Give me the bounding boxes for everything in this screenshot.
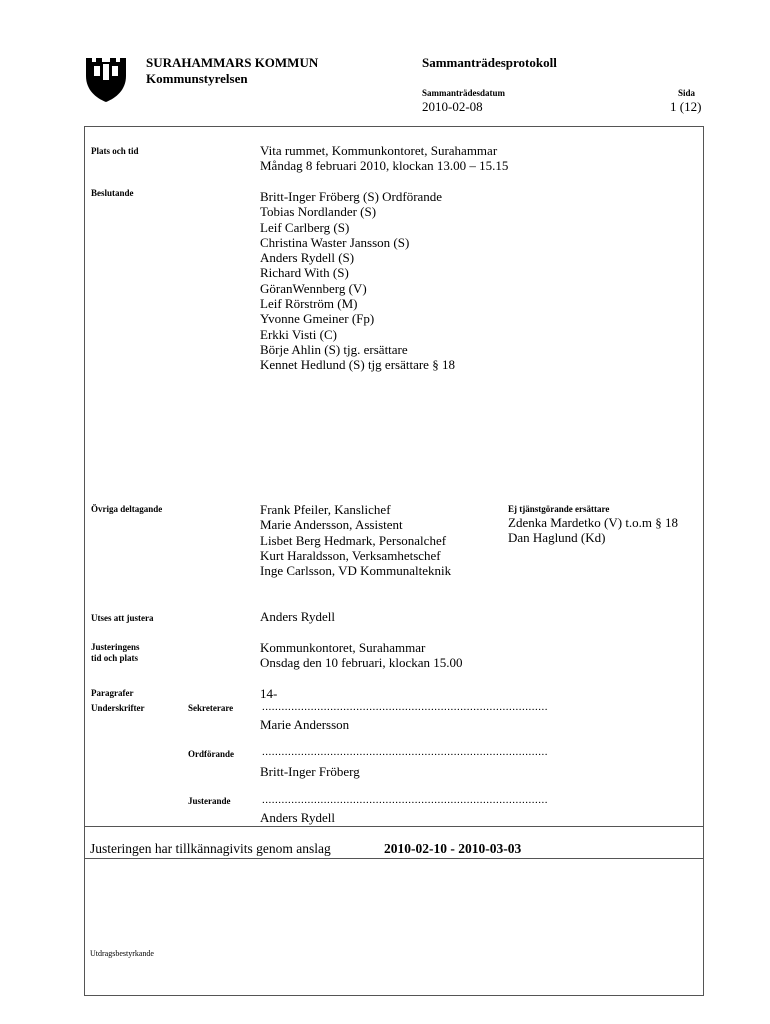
meeting-date: 2010-02-08	[422, 99, 483, 114]
list-item: Anders Rydell (S)	[260, 250, 355, 266]
board-name: Kommunstyrelsen	[146, 71, 248, 86]
adjustment-time: Onsdag den 10 februari, klockan 15.00	[260, 655, 463, 671]
chair-name: Britt-Inger Fröberg	[260, 764, 360, 779]
chair-role: Ordförande	[188, 749, 234, 759]
list-item: Börje Ahlin (S) tjg. ersättare	[260, 341, 408, 357]
other-participants-label: Övriga deltagande	[91, 504, 163, 514]
list-item: Richard With (S)	[260, 265, 349, 281]
list-item: Kennet Hedlund (S) tjg ersättare § 18	[260, 357, 455, 373]
list-item: Dan Haglund (Kd)	[508, 530, 606, 546]
list-item: Christina Waster Jansson (S)	[260, 234, 410, 250]
adjustment-label-line: Justeringens	[91, 642, 140, 652]
place-line: Vita rummet, Kommunkontoret, Surahammar	[260, 143, 498, 158]
list-item: Leif Rörström (M)	[260, 296, 358, 312]
place-time-label: Plats och tid	[91, 146, 139, 156]
signature-line: ........................................................................................	[262, 794, 548, 806]
adjustment-place: Kommunkontoret, Surahammar	[260, 640, 426, 655]
notice-text: Justeringen har tillkännagivits genom anslag	[90, 841, 331, 856]
other-participants-list	[260, 502, 451, 578]
coat-of-arms-icon	[84, 54, 128, 104]
list-item: Lisbet Berg Hedmark, Personalchef	[260, 532, 447, 548]
list-item: Zdenka Mardetko (V) t.o.m § 18	[508, 515, 679, 530]
adjustment-value	[260, 640, 463, 671]
secretary-role: Sekreterare	[188, 703, 234, 713]
signatures-label: Underskrifter	[91, 703, 145, 713]
signature-line: ........................................................................................	[262, 701, 548, 713]
place-time-value	[260, 143, 508, 174]
adjuster-role: Justerande	[188, 796, 231, 806]
list-item: Marie Andersson, Assistent	[260, 517, 403, 533]
adjuster-label: Utses att justera	[91, 613, 154, 623]
adjustment-label-line: tid och plats	[91, 653, 139, 663]
list-item: Tobias Nordlander (S)	[260, 204, 377, 220]
page-label: Sida	[678, 88, 696, 98]
list-item: Kurt Haraldsson, Verksamhetschef	[260, 547, 441, 563]
municipality-name: SURAHAMMARS KOMMUN	[146, 55, 319, 70]
divider	[84, 826, 704, 827]
decision-makers-label: Beslutande	[91, 188, 134, 198]
signature-line: ........................................................................................	[262, 746, 548, 758]
page-number: 1 (12)	[670, 99, 702, 114]
list-item: GöranWennberg (V)	[260, 280, 367, 296]
adjuster-value: Anders Rydell	[260, 609, 335, 624]
extract-label: Utdragsbestyrkande	[90, 949, 154, 958]
substitutes-list	[508, 515, 678, 546]
list-item: Yvonne Gmeiner (Fp)	[260, 311, 375, 327]
substitutes-label: Ej tjänstgörande ersättare	[508, 504, 610, 514]
list-item: Britt-Inger Fröberg (S) Ordförande	[260, 189, 443, 204]
list-item: Frank Pfeiler, Kanslichef	[260, 502, 391, 517]
list-item: Erkki Visti (C)	[260, 326, 337, 342]
meeting-date-label: Sammanträdesdatum	[422, 88, 506, 98]
paragraphs-value: 14-	[260, 686, 278, 701]
coat-of-arms-logo	[84, 54, 128, 104]
list-item: Inge Carlsson, VD Kommunalteknik	[260, 563, 452, 579]
adjustment-label	[91, 642, 140, 664]
decision-makers-list	[260, 189, 455, 373]
list-item: Leif Carlberg (S)	[260, 219, 350, 235]
paragraphs-label: Paragrafer	[91, 688, 134, 698]
notice-dates: 2010-02-10 - 2010-03-03	[384, 841, 522, 856]
secretary-name: Marie Andersson	[260, 717, 350, 732]
document-type: Sammanträdesprotokoll	[422, 55, 557, 70]
adjuster-signature-name: Anders Rydell	[260, 810, 335, 825]
divider	[84, 858, 704, 859]
time-line: Måndag 8 februari 2010, klockan 13.00 – 15.15	[260, 158, 509, 174]
